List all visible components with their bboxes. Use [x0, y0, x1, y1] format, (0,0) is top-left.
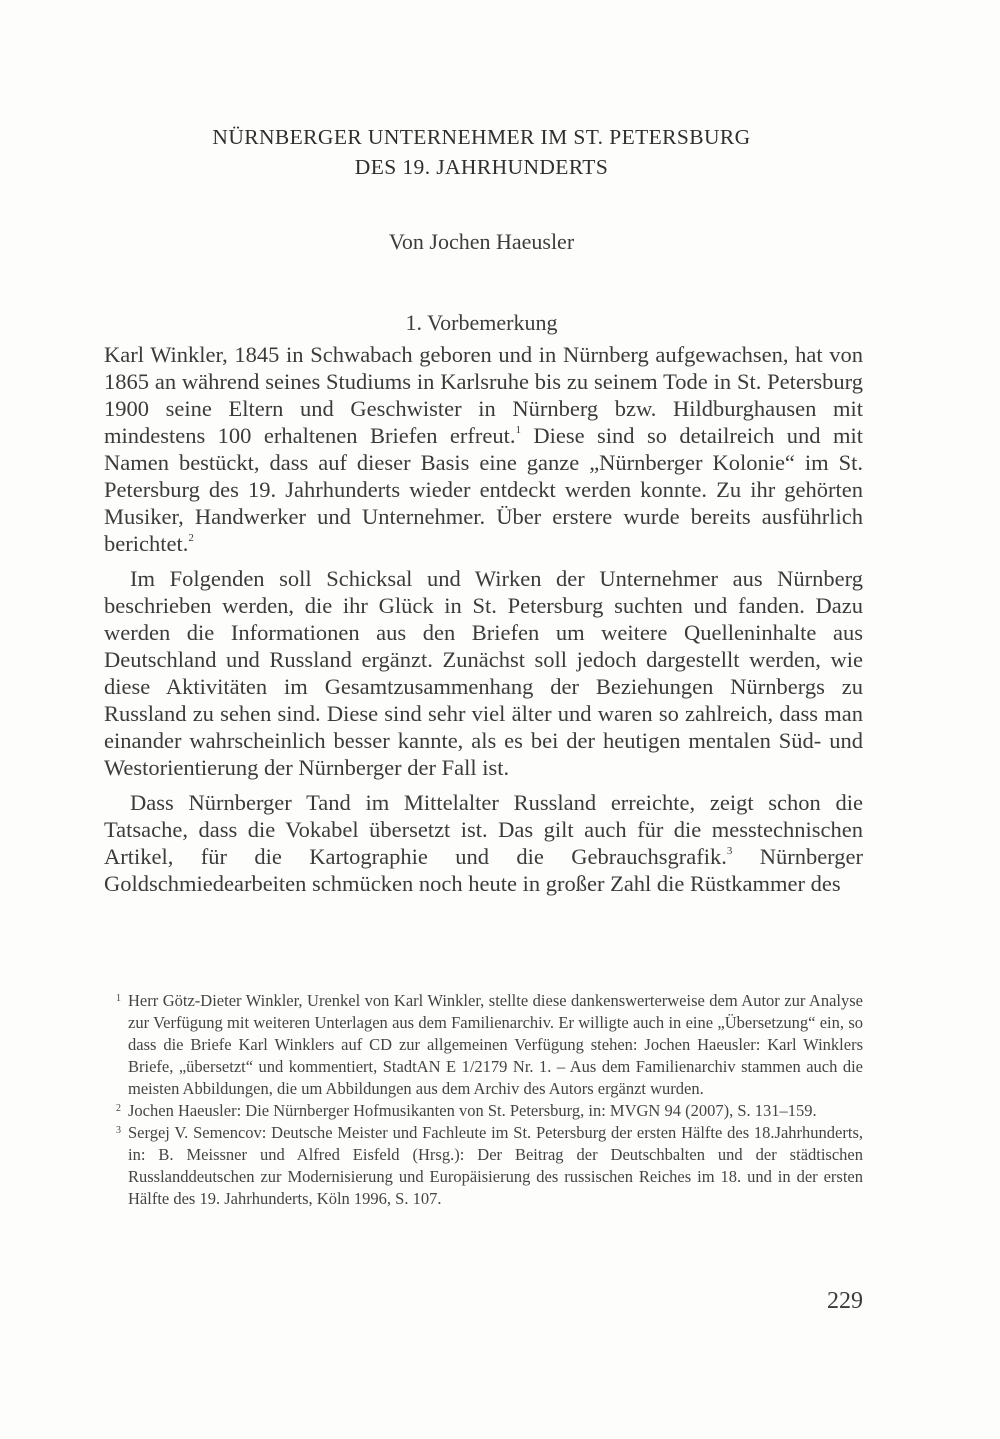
paragraph-1-text-b: Diese sind so detailreich und mit Namen bestückt, dass auf dieser Basis eine ganze „Nürnberger Kolonie“ im St. Petersburg des 19. Jahrhunderts wieder entdeckt werden konnte. Zu ihr gehörten Musiker, Handwerker und Unternehmer. Über erstere wurde bereits ausführlich berichtet.	[104, 423, 863, 556]
section-heading: 1. Vorbemerkung	[405, 310, 558, 335]
paragraph-2: Im Folgenden soll Schicksal und Wirken der Unternehmer aus Nürnberg beschrieben werden, die ihr Glück in St. Petersburg suchten und fanden. Dazu werden die Informationen aus den Briefen um weitere Quelleninhalte aus Deutschland und Russland ergänzt. Zunächst soll jedoch dargestellt werden, wie diese Aktivitäten im Gesamtzusammenhang der Beziehungen Nürnbergs zu Russland zu sehen sind. Diese sind sehr viel älter und waren so zahlreich, dass man einander wahrscheinlich besser kannte, als es bei der heutigen mentalen Süd- und Westorientierung der Nürnberger der Fall ist.	[104, 566, 863, 780]
body-text	[104, 341, 863, 905]
footnote-text: Sergej V. Semencov: Deutsche Meister und Fachleute im St. Petersburg der ersten Hälfte des 18.Jahrhunderts, in: B. Meissner und Alfred Eisfeld (Hrsg.): Der Beitrag der Deutschbalten und der städtischen Russlanddeutschen zur Modernisierung und Europäisierung des russischen Reiches im 18. und in der ersten Hälfte des 19. Jahrhunderts, Köln 1996, S. 107.	[128, 1123, 863, 1208]
paragraph-3-text-a: Dass Nürnberger Tand im Mittelalter Russland erreichte, zeigt schon die Tatsache, dass die Vokabel übersetzt ist. Das gilt auch für die messtechnischen Artikel, für die Kartographie und die Gebrauchsgrafik.	[104, 790, 863, 869]
footnote-3	[104, 1122, 863, 1210]
footnotes	[104, 990, 863, 1210]
page-number: 229	[827, 1288, 863, 1314]
footnote-ref-3[interactable]: 3	[726, 845, 733, 857]
footnote-ref-2[interactable]: 2	[188, 532, 194, 544]
author-line: Von Jochen Haeusler	[388, 229, 575, 254]
paragraph-3-text-b: Nürnberger Goldschmiedearbeiten schmücken noch heute in großer Zahl die Rüstkammer des	[104, 844, 863, 896]
footnote-2	[104, 1100, 863, 1122]
paragraph-1	[104, 341, 863, 557]
title-line-2: DES 19. JAHRHUNDERTS	[354, 155, 609, 179]
footnote-ref-1[interactable]: 1	[515, 424, 521, 436]
footnote-1	[104, 990, 863, 1100]
paragraph-3	[104, 789, 863, 897]
footnote-number: 2	[116, 1103, 121, 1114]
title-line-1: NÜRNBERGER UNTERNEHMER IM ST. PETERSBURG	[212, 125, 751, 149]
footnote-text: Herr Götz-Dieter Winkler, Urenkel von Karl Winkler, stellte diese dankenswerterweise dem Autor zur Analyse zur Verfügung mit weiteren Unterlagen aus dem Familienarchiv. Er willigte auch in eine „Übersetzung“ ein, so dass die Briefe Karl Winklers auf CD zur allgemeinen Verfügung stehen: Jochen Haeusler: Karl Winklers Briefe, „übersetzt“ und kommentiert, StadtAN E 1/2179 Nr. 1. – Aus dem Familienarchiv stammen auch die meisten Abbildungen, die um Abbildungen aus dem Archiv des Autors ergänzt wurden.	[128, 991, 863, 1098]
footnote-number: 3	[116, 1125, 121, 1136]
footnote-text: Jochen Haeusler: Die Nürnberger Hofmusikanten von St. Petersburg, in: MVGN 94 (2007), S. 131–159.	[128, 1101, 817, 1120]
paragraph-1-text-a: Karl Winkler, 1845 in Schwabach geboren und in Nürnberg aufgewachsen, hat von 1865 an während seines Studiums in Karlsruhe bis zu seinem Tode in St. Petersburg 1900 seine Eltern und Geschwister in Nürnberg bzw. Hildburghausen mit mindestens 100 erhaltenen Briefen erfreut.	[104, 342, 863, 448]
article-title	[100, 122, 863, 182]
footnote-number: 1	[116, 993, 121, 1004]
